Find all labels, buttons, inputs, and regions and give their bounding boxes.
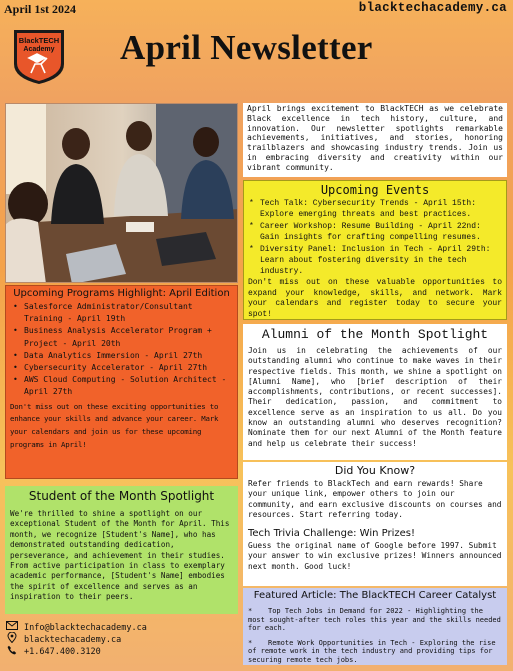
program-item: • Cybersecurity Accelerator - April 27th: [10, 362, 233, 374]
contact-email[interactable]: Info@blacktechacademy.ca: [24, 622, 147, 633]
trivia-text: Guess the original name of Google before 1997. Submit your answer to win exclusive prizes! Winners announced next month. Good luck!: [248, 541, 502, 571]
program-item: • Data Analytics Immersion - April 27th: [10, 350, 233, 362]
upcoming-programs-panel: [5, 285, 238, 479]
featured-item-text: Remote Work Opportunities in Tech - Exploring the rise of remote work in the tech industry and providing tips for securing remote tech jobs.: [248, 638, 496, 664]
event-item: * Tech Talk: Cybersecurity Trends - April 15th: Explore emerging threats and best practices.: [248, 198, 502, 220]
featured-article-panel: [243, 588, 507, 665]
featured-heading: Featured Article: The BlackTECH Career Catalyst: [253, 590, 497, 601]
bullet-star-icon: *: [248, 638, 253, 647]
student-spotlight-panel: [5, 486, 238, 614]
events-footer: Don't miss out on these valuable opportunities to expand your knowledge, skills, and network. Mark your calendars and register today to secure your spot!: [248, 278, 502, 319]
intro-panel: [243, 103, 507, 177]
contact-email-row[interactable]: [5, 622, 240, 634]
event-item: * Career Workshop: Resume Building - April 22nd: Gain insights for crafting compelling resumes.: [248, 221, 502, 243]
contact-website[interactable]: blacktechacademy.ca: [24, 634, 122, 645]
alumni-spotlight-panel: [243, 324, 507, 460]
academy-logo: [10, 26, 68, 86]
featured-item: [248, 639, 502, 665]
events-heading: Upcoming Events: [320, 183, 430, 197]
issue-date: April 1st 2024: [4, 2, 76, 16]
program-item: • Business Analysis Accelerator Program + Project - April 20th: [10, 325, 233, 349]
trivia-heading: Tech Trivia Challenge: Win Prizes!: [248, 528, 415, 540]
contact-block: [5, 622, 240, 667]
newsletter-title: April Newsletter: [120, 28, 373, 67]
alumni-heading: Alumni of the Month Spotlight: [261, 327, 489, 342]
phone-icon: [5, 645, 19, 660]
contact-website-row[interactable]: [5, 634, 240, 646]
did-you-know-heading: Did You Know?: [334, 464, 416, 477]
featured-item-text: Top Tech Jobs in Demand for 2022 - Highlighting the most sought-after tech roles this year and the skills needed for each.: [248, 607, 501, 633]
event-item: * Diversity Panel: Inclusion in Tech - April 29th: Learn about fostering diversity in the tech industry.: [248, 244, 502, 277]
referral-text: Refer friends to BlackTech and earn rewards! Share your unique link, empower others to join our community, and earn exclusive discounts on courses and resources. Start referring today.: [248, 479, 502, 519]
bullet-star-icon: *: [248, 607, 253, 615]
student-heading: Student of the Month Spotlight: [28, 489, 215, 503]
programs-footer: Don't miss out on these exciting opportunities to enhance your skills and advance your career. Mark your calendars and join us for these upcoming programs in April!: [10, 401, 219, 450]
did-you-know-panel: [243, 462, 507, 586]
alumni-text: Join us in celebrating the achievements of our outstanding alumni who continue to make waves in their respective fields. This month, we shine a spotlight on [Alumni Name], who [brief description of their accomplishments, contributions, or recent successes]. Their dedication, passion, and commitment to excellence serve as an inspiration to us all. Do you know an outstanding alumni who deserves recognition? Nominate them for our next Alumni of the Month feature and help us celebrate their success!: [248, 346, 502, 448]
featured-item: [248, 607, 502, 633]
contact-phone[interactable]: +1.647.400.3120: [24, 646, 101, 657]
programs-heading: Upcoming Programs Highlight: April Edition: [13, 288, 230, 299]
intro-text: April brings excitement to BlackTECH as we celebrate Black excellence in tech history, culture, and innovation. Our newsletter spotlights remarkable achievements, initiatives, and stories, honoring trailblazers and showcasing industry trends. Join us in embracing diversity and creativity within our vibrant community.: [247, 104, 503, 172]
site-url[interactable]: blacktechacademy.ca: [358, 1, 507, 15]
logo-text-line2: Academy: [23, 46, 55, 53]
program-item: • AWS Cloud Computing - Solution Architect - April 27th: [10, 374, 233, 398]
contact-phone-row[interactable]: [5, 646, 240, 658]
logo-text-line1: BlackTECH: [18, 36, 60, 45]
program-item: • Salesforce Administrator/Consultant Training - April 19th: [10, 301, 233, 325]
team-meeting-photo: [5, 103, 238, 283]
student-text: We're thrilled to shine a spotlight on our exceptional Student of the Month for April. This month, we recognize [Student's Name], who has demonstrated outstanding dedication, perseverance, and achievement in their studies. From active participation in class to exemplary academic performance, [Student's Name] embodies the spirit of excellence and serves as an inspiration to their peers.: [10, 509, 230, 602]
upcoming-events-panel: [243, 180, 507, 320]
